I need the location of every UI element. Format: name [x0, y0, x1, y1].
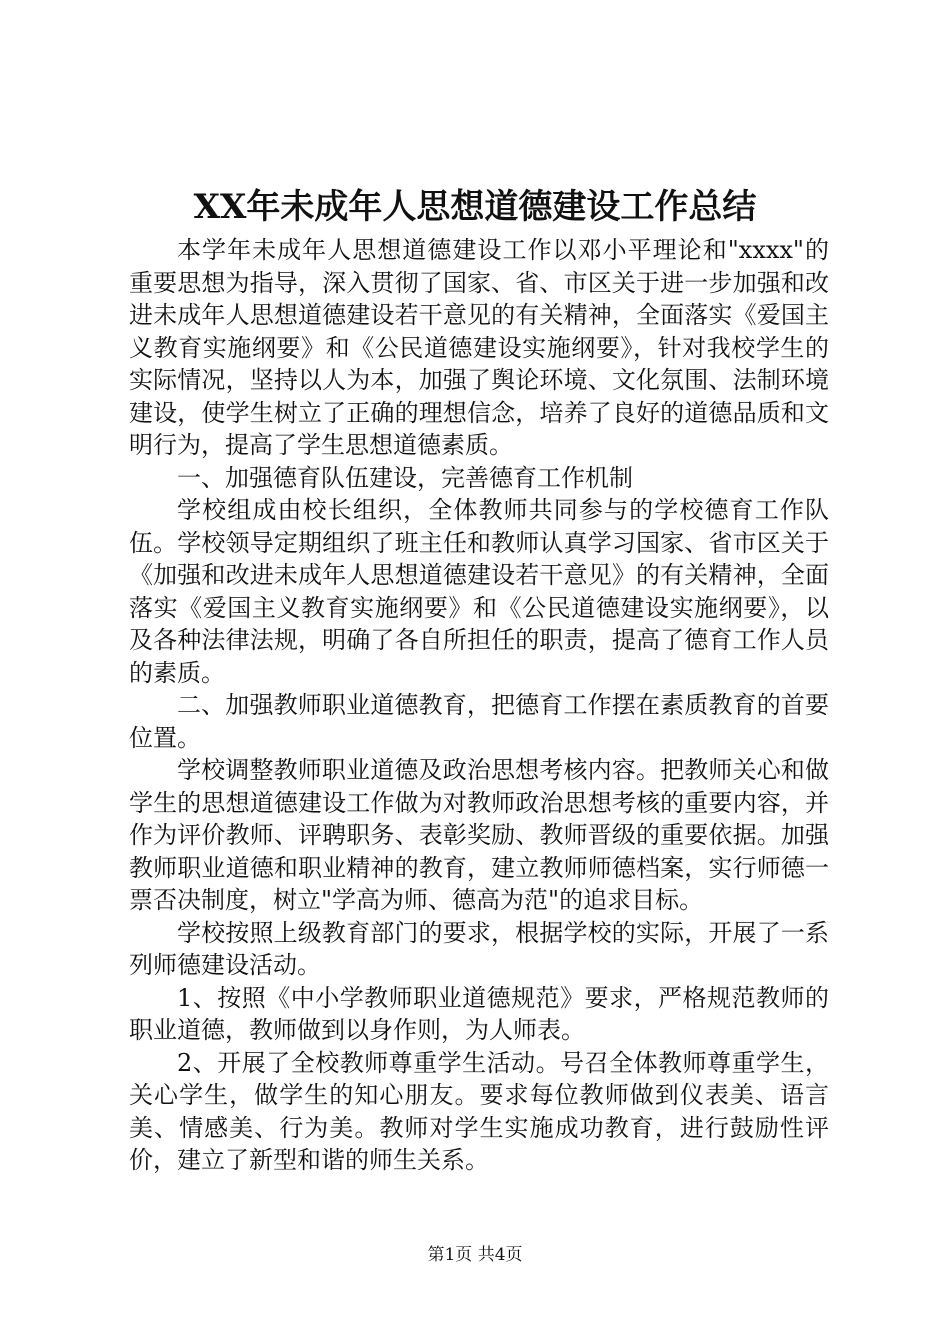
section-heading-2: 二、加强教师职业道德教育，把德育工作摆在素质教育的首要位置。 — [129, 691, 829, 752]
page-number-footer: 第1页 共4页 — [427, 1245, 523, 1265]
section-heading-1: 一、加强德育队伍建设，完善德育工作机制 — [177, 463, 633, 492]
document-title: XX年未成年人思想道德建设工作总结 — [193, 187, 757, 227]
section-1-paragraph: 学校组成由校长组织，全体教师共同参与的学校德育工作队伍。学校领导定期组织了班主任和教师认真学习国家、省市区关于《加强和改进未成年人思想道德建设若干意见》的有关精神，全面落实《爱国主义教育实施纲要》和《公民道德建设实施纲要》，以及各种法律法规，明确了各自所担任的职责，提高了德育工作人员的素质。 — [129, 496, 829, 687]
list-item-2: 2、开展了全校教师尊重学生活动。号召全体教师尊重学生，关心学生，做学生的知心朋友。要求每位教师做到仪表美、语言美、情感美、行为美。教师对学生实施成功教育，进行鼓励性评价，建立了新型和谐的师生关系。 — [129, 1048, 829, 1174]
document-body — [129, 234, 829, 1177]
intro-paragraph: 本学年未成年人思想道德建设工作以邓小平理论和"xxxx"的重要思想为指导，深入贯彻了国家、省、市区关于进一步加强和改进未成年人思想道德建设若干意见的有关精神，全面落实《爱国主义教育实施纲要》和《公民道德建设实施纲要》，针对我校学生的实际情况，坚持以人为本，加强了舆论环境、文化氛围、法制环境建设，使学生树立了正确的理想信念，培养了良好的道德品质和文明行为，提高了学生思想道德素质。 — [129, 236, 829, 459]
list-item-1: 1、按照《中小学教师职业道德规范》要求，严格规范教师的职业道德，教师做到以身作则，为人师表。 — [129, 983, 829, 1044]
section-2-paragraph: 学校调整教师职业道德及政治思想考核内容。把教师关心和做学生的思想道德建设工作做为对教师政治思想考核的重要内容，并作为评价教师、评聘职务、表彰奖励、教师晋级的重要依据。加强教师职业道德和职业精神的教育，建立教师师德档案，实行师德一票否决制度，树立"学高为师、德高为范"的追求目标。 — [129, 756, 829, 914]
section-2-paragraph-activities: 学校按照上级教育部门的要求，根据学校的实际，开展了一系列师德建设活动。 — [129, 918, 829, 979]
